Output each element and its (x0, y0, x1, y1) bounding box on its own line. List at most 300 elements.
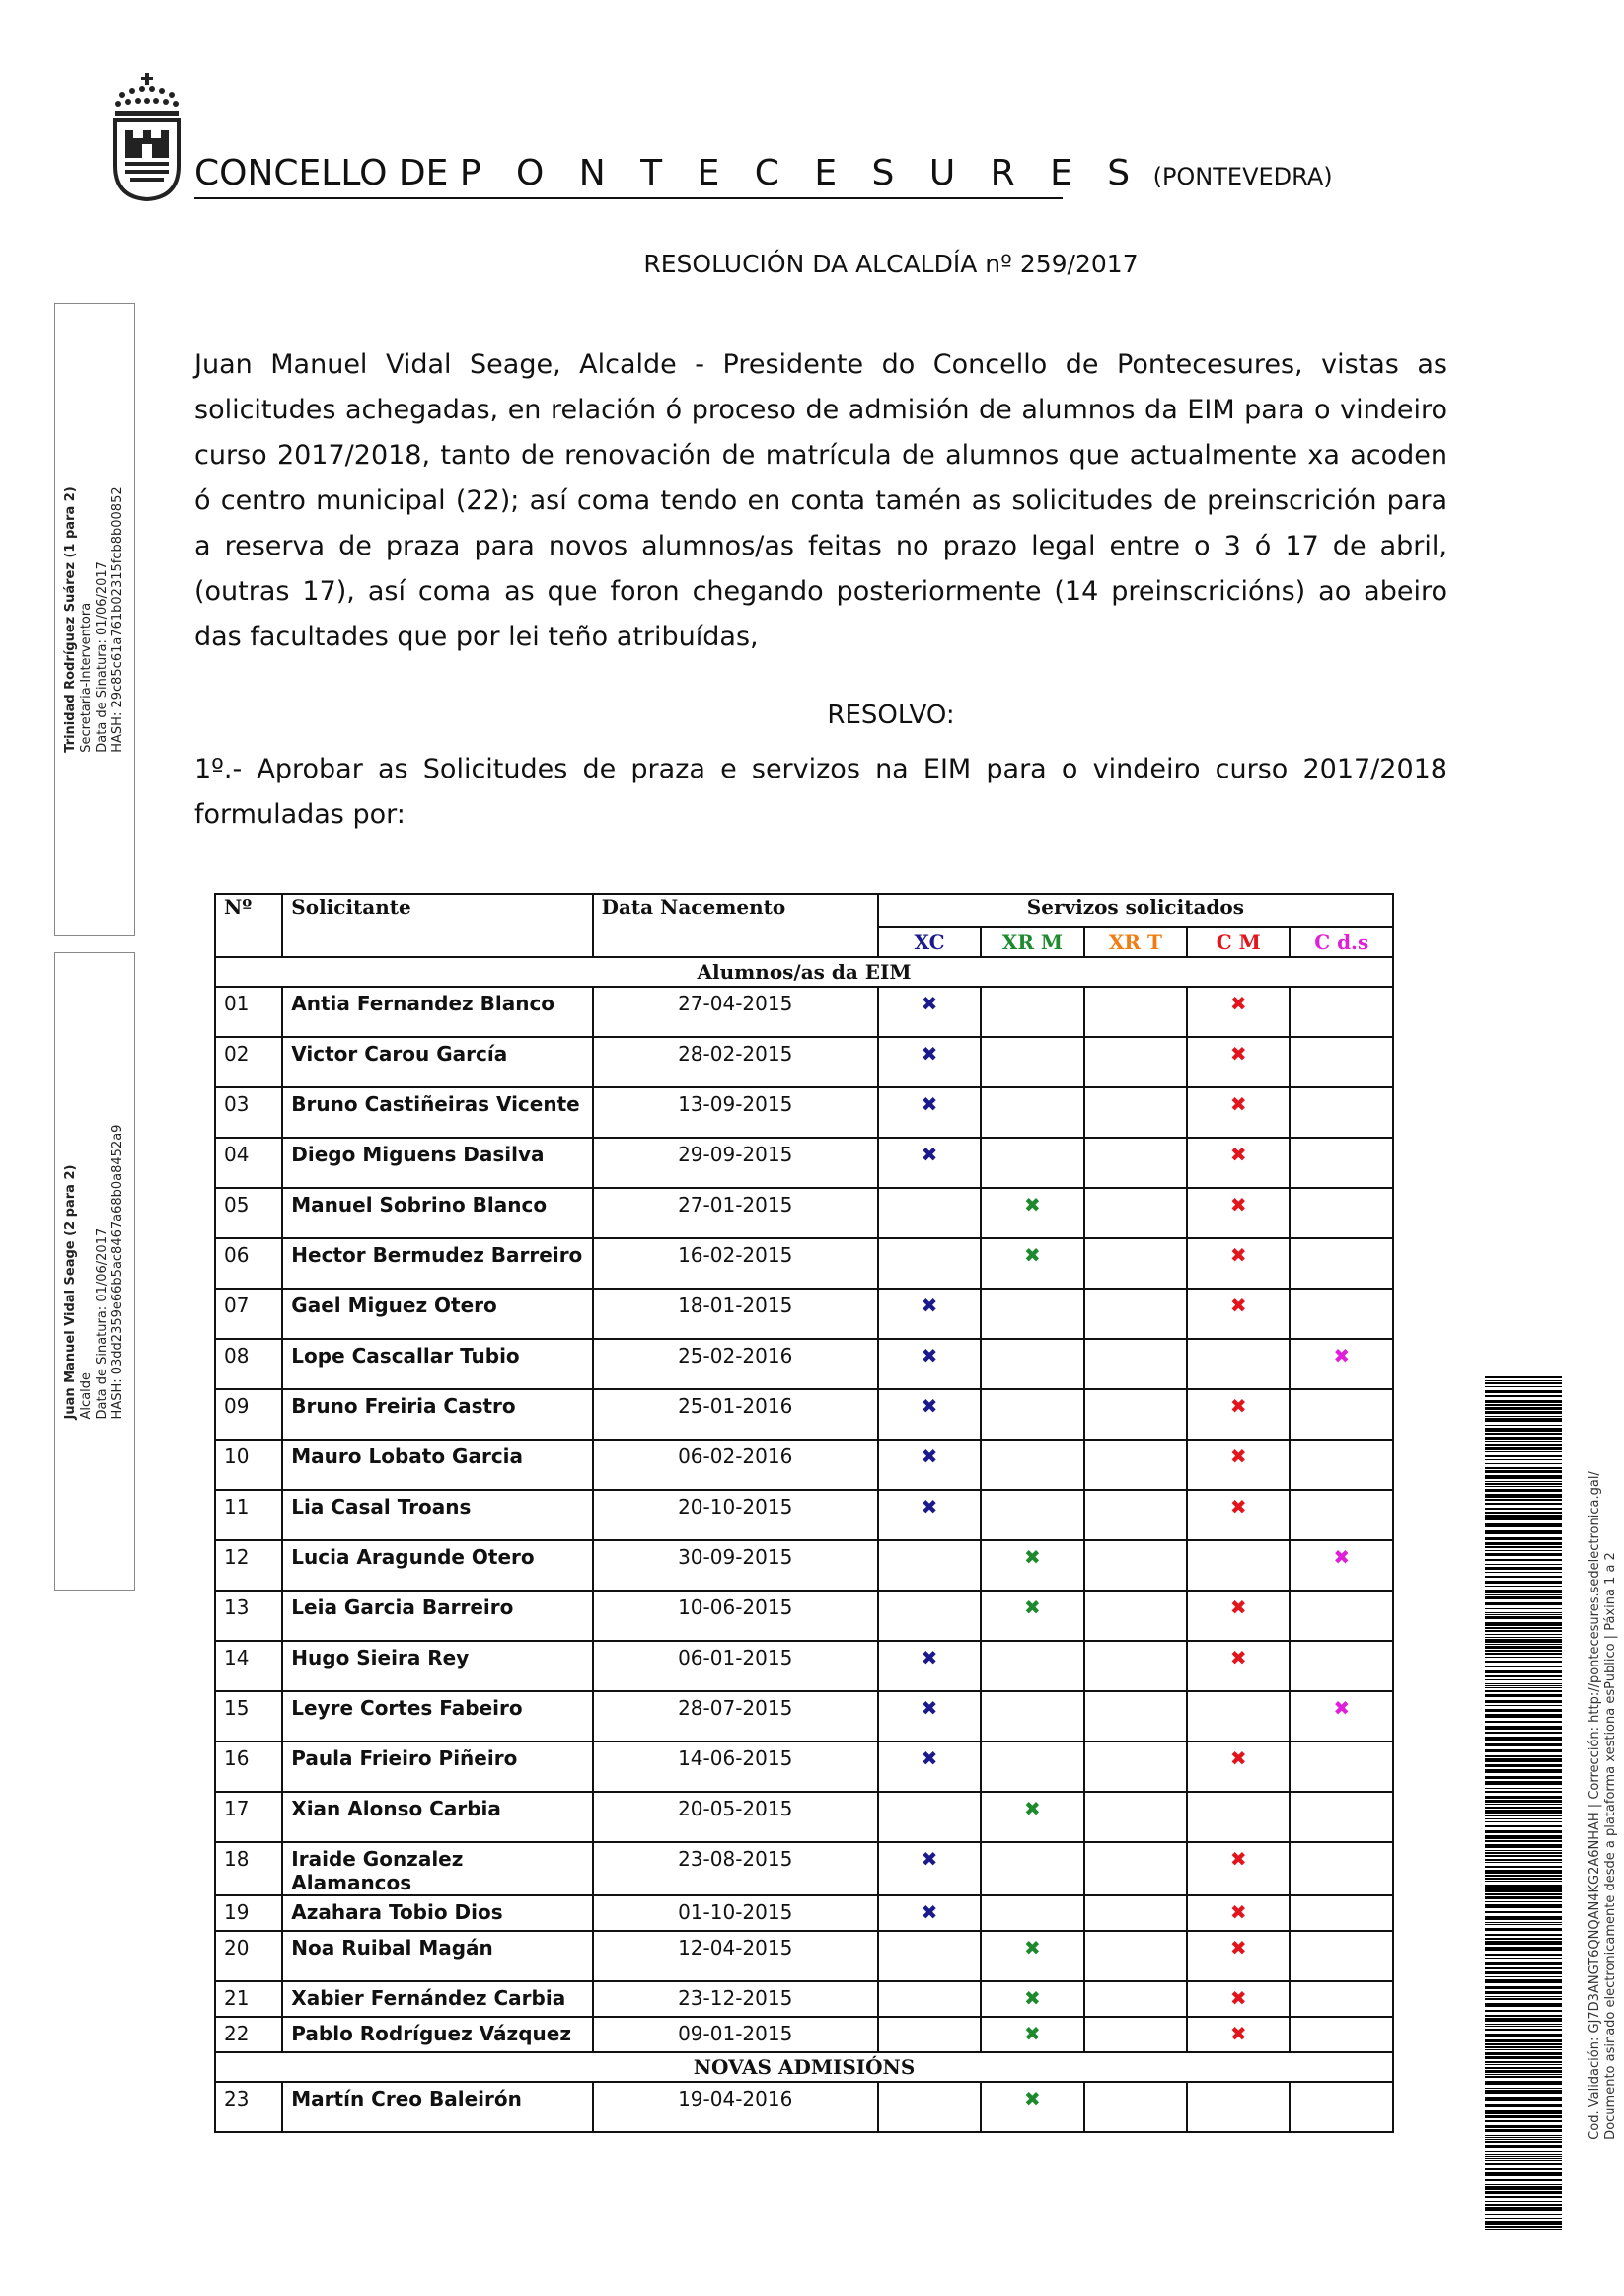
service-cell-cm (1187, 1339, 1290, 1389)
service-mark-xc: ✖ (921, 1900, 938, 1924)
barcode-bar (1485, 1441, 1562, 1442)
section-new-row (215, 2052, 1393, 2082)
service-cell-xrm (981, 1931, 1083, 1981)
service-cell-cd (1290, 1440, 1393, 1490)
table-row (215, 1037, 1393, 1087)
service-cell-xrt (1084, 1895, 1187, 1931)
barcode-bar (1485, 2018, 1562, 2022)
barcode-bar (1485, 1523, 1562, 1527)
service-cell-cd (1290, 1138, 1393, 1188)
barcode-bar (1485, 2221, 1562, 2225)
service-cell-xrm (981, 1641, 1083, 1691)
service-mark-xc: ✖ (921, 992, 938, 1015)
barcode-bar (1485, 1705, 1562, 1706)
service-cell-cd (1290, 1540, 1393, 1591)
barcode-bar (1485, 2218, 1562, 2219)
row-date: 23-08-2015 (593, 1842, 878, 1895)
barcode-bar (1485, 2179, 1562, 2181)
barcode-bar (1485, 2015, 1562, 2017)
barcode-bar (1485, 2207, 1562, 2211)
barcode-bar (1485, 1941, 1562, 1945)
barcode-bar (1485, 1447, 1562, 1450)
barcode-bar (1485, 2135, 1562, 2136)
signature-2-date: Data de Sinatura: 01/06/2017 (95, 1227, 110, 1419)
service-mark-xc: ✖ (921, 1646, 938, 1669)
point-one: 1º.- Aprobar as Solicitudes de praza e servizos na EIM para o vindeiro curso 2017/2018 formuladas por: (194, 754, 1447, 830)
service-cell-xrm (981, 1540, 1083, 1591)
service-cell-cm (1187, 1389, 1290, 1440)
row-num: 13 (215, 1591, 282, 1641)
service-cell-cd (1290, 1792, 1393, 1842)
row-name: Pablo Rodríguez Vázquez (282, 2017, 592, 2052)
barcode-bar (1485, 1418, 1562, 1422)
barcode-bar (1485, 1644, 1562, 1645)
row-num: 19 (215, 1895, 282, 1931)
service-cell-cm (1187, 1037, 1290, 1087)
service-cell-cd (1290, 1188, 1393, 1238)
service-cell-xrm (981, 1591, 1083, 1641)
row-name: Victor Carou García (282, 1037, 592, 1087)
service-mark-cm: ✖ (1229, 1243, 1247, 1267)
service-mark-xc: ✖ (921, 1394, 938, 1418)
barcode-bar (1485, 2204, 1562, 2206)
barcode-bar (1485, 1904, 1562, 1908)
service-cell-cd (1290, 2082, 1393, 2132)
row-num: 02 (215, 1037, 282, 1087)
barcode-bar (1485, 1709, 1562, 1712)
org-name: P O N T E C E S U R E S (459, 153, 1143, 193)
barcode-bar (1485, 2049, 1562, 2050)
service-cell-xc (878, 1540, 981, 1591)
service-mark-xrm: ✖ (1024, 2022, 1041, 2045)
barcode-bar (1485, 1901, 1562, 1902)
row-date: 01-10-2015 (593, 1895, 878, 1931)
barcode-bar (1485, 1486, 1562, 1487)
service-mark-xrm: ✖ (1024, 1595, 1041, 1619)
barcode-bar (1485, 1433, 1562, 1435)
service-cell-xc (878, 1087, 981, 1138)
barcode-bar (1485, 1530, 1562, 1534)
barcode-bar (1485, 1542, 1562, 1545)
service-cell-xrm (981, 1188, 1083, 1238)
service-cell-xc (878, 1691, 981, 1741)
barcode-bar (1485, 1934, 1562, 1936)
row-name: Mauro Lobato Garcia (282, 1440, 592, 1490)
service-cell-xc (878, 1490, 981, 1540)
barcode-bar (1485, 1687, 1562, 1688)
table-row (215, 1540, 1393, 1591)
barcode-bar (1485, 1657, 1562, 1658)
barcode-bar (1485, 1870, 1562, 1874)
service-cell-xrt (1084, 1931, 1187, 1981)
service-cell-xc (878, 2017, 981, 2052)
row-num: 09 (215, 1389, 282, 1440)
service-cell-xc (878, 1238, 981, 1289)
resolution-title: RESOLUCIÓN DA ALCALDÍA nº 259/2017 (643, 250, 1139, 278)
service-cell-cm (1187, 987, 1290, 1037)
barcode-bar (1485, 1416, 1562, 1417)
barcode-bar (1485, 2168, 1562, 2170)
service-cell-xrt (1084, 1389, 1187, 1440)
barcode-bar (1485, 1675, 1562, 1677)
service-cell-xrt (1084, 1981, 1187, 2017)
table-row (215, 1981, 1393, 2017)
barcode-bar (1485, 1840, 1562, 1842)
service-cell-xrm (981, 2017, 1083, 2052)
service-cell-xrt (1084, 1842, 1187, 1895)
service-cell-cm (1187, 1289, 1290, 1339)
signature-2-hash: HASH: 03dd2359e66b5ac8467a68b0a8452a9 (111, 1124, 125, 1419)
service-header-xc: XC (878, 927, 981, 957)
service-cell-xc (878, 1037, 981, 1087)
barcode-bar (1485, 1425, 1562, 1426)
service-cell-cm (1187, 1792, 1290, 1842)
service-cell-xrm (981, 1691, 1083, 1741)
service-cell-xrt (1084, 1591, 1187, 1641)
row-name: Azahara Tobio Dios (282, 1895, 592, 1931)
service-cell-cd (1290, 1931, 1393, 1981)
barcode-bar (1485, 2151, 1562, 2152)
barcode-bar (1485, 2115, 1562, 2118)
service-cell-cd (1290, 1741, 1393, 1792)
row-date: 29-09-2015 (593, 1138, 878, 1188)
barcode-bar (1485, 1537, 1562, 1540)
row-name: Hugo Sieira Rey (282, 1641, 592, 1691)
row-num: 15 (215, 1691, 282, 1741)
barcode-bar (1485, 2163, 1562, 2165)
table-row (215, 1087, 1393, 1138)
barcode-bar (1485, 1998, 1562, 2000)
row-num: 23 (215, 2082, 282, 2132)
service-mark-cm: ✖ (1229, 1900, 1247, 1924)
service-cell-xc (878, 1289, 981, 1339)
service-cell-xrt (1084, 1339, 1187, 1389)
service-cell-cm (1187, 1138, 1290, 1188)
barcode-bar (1485, 1821, 1562, 1822)
barcode-bar (1485, 1503, 1562, 1505)
table-row (215, 1895, 1393, 1931)
row-date: 23-12-2015 (593, 1981, 878, 2017)
barcode-bar (1485, 1564, 1562, 1565)
service-cell-cm (1187, 1490, 1290, 1540)
row-num: 22 (215, 2017, 282, 2052)
barcode-bar (1485, 1875, 1562, 1877)
service-header-cm: C M (1187, 927, 1290, 957)
barcode-bar (1485, 1758, 1562, 1762)
barcode-bar (1485, 1683, 1562, 1684)
service-mark-xc: ✖ (921, 1042, 938, 1066)
row-name: Paula Frieiro Piñeiro (282, 1741, 592, 1792)
service-cell-xrm (981, 1981, 1083, 2017)
row-date: 20-10-2015 (593, 1490, 878, 1540)
barcode-bar (1485, 1382, 1562, 1384)
row-date: 25-02-2016 (593, 1339, 878, 1389)
barcode-bar (1485, 1878, 1562, 1880)
service-cell-cm (1187, 1691, 1290, 1741)
service-cell-cd (1290, 1238, 1393, 1289)
barcode-bar (1485, 1572, 1562, 1573)
row-name: Bruno Castiñeiras Vicente (282, 1087, 592, 1138)
header-date: Data Nacemento (593, 894, 878, 957)
barcode-bar (1485, 1788, 1562, 1789)
table-row (215, 1238, 1393, 1289)
service-cell-cd (1290, 1981, 1393, 2017)
barcode-bar (1485, 2046, 1562, 2048)
barcode-bar (1485, 1608, 1562, 1609)
barcode-bar (1485, 1685, 1562, 1686)
barcode-bar (1485, 1979, 1562, 1983)
service-cell-xrm (981, 1741, 1083, 1792)
row-num: 11 (215, 1490, 282, 1540)
barcode-bar (1485, 1737, 1562, 1741)
row-name: Bruno Freiria Castro (282, 1389, 592, 1440)
barcode-bar (1485, 2110, 1562, 2111)
row-num: 17 (215, 1792, 282, 1842)
service-cell-xc (878, 1931, 981, 1981)
service-cell-cd (1290, 987, 1393, 1037)
barcode-bar (1485, 1958, 1562, 1959)
service-cell-cm (1187, 1842, 1290, 1895)
row-name: Diego Miguens Dasilva (282, 1138, 592, 1188)
barcode-bar (1485, 1612, 1562, 1613)
service-cell-xc (878, 1741, 981, 1792)
barcode-bar (1485, 1700, 1562, 1703)
row-num: 03 (215, 1087, 282, 1138)
service-mark-xc: ✖ (921, 1495, 938, 1518)
section-eim-row (215, 957, 1393, 987)
barcode-bar (1485, 1835, 1562, 1839)
table-row (215, 1339, 1393, 1389)
service-cell-cm (1187, 1087, 1290, 1138)
barcode-bar (1485, 2201, 1562, 2202)
service-header-xrm: XR M (981, 927, 1083, 957)
service-cell-cm (1187, 2082, 1290, 2132)
barcode-bar (1485, 1404, 1562, 1406)
service-cell-xrt (1084, 1289, 1187, 1339)
service-mark-xrm: ✖ (1024, 2087, 1041, 2111)
service-cell-cm (1187, 1895, 1290, 1931)
row-name: Iraide Gonzalez Alamancos (282, 1842, 592, 1895)
table-row (215, 1792, 1393, 1842)
service-mark-xc: ✖ (921, 1746, 938, 1770)
service-cell-xrt (1084, 1691, 1187, 1741)
barcode-bar (1485, 1769, 1562, 1773)
service-cell-xrt (1084, 1188, 1187, 1238)
barcode-bar (1485, 2024, 1562, 2025)
validation-text (1587, 1471, 1619, 2140)
service-mark-cm: ✖ (1229, 1444, 1247, 1468)
row-name: Lope Cascallar Tubio (282, 1339, 592, 1389)
row-name: Martín Creo Baleirón (282, 2082, 592, 2132)
barcode-bar (1485, 1743, 1562, 1746)
row-date: 16-02-2015 (593, 1238, 878, 1289)
barcode-bar (1485, 1455, 1562, 1457)
service-mark-xc: ✖ (921, 1444, 938, 1468)
service-cell-xrt (1084, 1238, 1187, 1289)
barcode-bar (1485, 2056, 1562, 2059)
barcode-bar (1485, 1670, 1562, 1673)
barcode-bar (1485, 2160, 1562, 2161)
signature-1-text (63, 486, 126, 753)
service-cell-xc (878, 1440, 981, 1490)
service-cell-cd (1290, 1087, 1393, 1138)
service-mark-cm: ✖ (1229, 1042, 1247, 1066)
row-name: Gael Miguez Otero (282, 1289, 592, 1339)
barcode-bar (1485, 2064, 1562, 2065)
barcode-bar (1485, 1639, 1562, 1643)
row-name: Manuel Sobrino Blanco (282, 1188, 592, 1238)
barcode-bar (1485, 2076, 1562, 2078)
table-row (215, 1691, 1393, 1741)
service-cell-xc (878, 1591, 981, 1641)
barcode-bar (1485, 1825, 1562, 1827)
barcode-bar (1485, 1721, 1562, 1723)
service-cell-xrt (1084, 2017, 1187, 2052)
barcode-bar (1485, 1630, 1562, 1632)
service-mark-xc: ✖ (921, 1344, 938, 1368)
barcode-bar (1485, 1749, 1562, 1752)
barcode-bar (1485, 1755, 1562, 1757)
barcode-bar (1485, 2010, 1562, 2012)
row-date: 19-04-2016 (593, 2082, 878, 2132)
barcode-bar (1485, 2061, 1562, 2063)
barcode-bar (1485, 1764, 1562, 1767)
service-cell-xrm (981, 1895, 1083, 1931)
barcode-bar (1485, 1815, 1562, 1816)
barcode-bar (1485, 2070, 1562, 2073)
service-mark-cm: ✖ (1229, 1495, 1247, 1518)
barcode-bar (1485, 1781, 1562, 1785)
service-mark-cm: ✖ (1229, 1092, 1247, 1116)
barcode-bar (1485, 1581, 1562, 1584)
barcode-bar (1485, 1400, 1562, 1403)
barcode-bar (1485, 1862, 1562, 1863)
barcode-bar (1485, 2088, 1562, 2089)
service-cell-xc (878, 1981, 981, 2017)
service-cell-cd (1290, 1691, 1393, 1741)
barcode-bar (1485, 1489, 1562, 1492)
service-cell-xrm (981, 1289, 1083, 1339)
service-cell-xrm (981, 1037, 1083, 1087)
barcode-bar (1485, 2196, 1562, 2198)
barcode-bar (1485, 1594, 1562, 1595)
service-cell-xrm (981, 2082, 1083, 2132)
barcode-bar (1485, 2034, 1562, 2037)
barcode-bar (1485, 1807, 1562, 1809)
service-cell-cm (1187, 1540, 1290, 1591)
row-date: 10-06-2015 (593, 1591, 878, 1641)
validation-barcode (1485, 1376, 1562, 2235)
service-mark-xc: ✖ (921, 1294, 938, 1317)
barcode-bar (1485, 1776, 1562, 1779)
row-name: Noa Ruibal Magán (282, 1931, 592, 1981)
barcode-bar (1485, 2158, 1562, 2159)
barcode-bar (1485, 1732, 1562, 1734)
service-mark-xrm: ✖ (1024, 1936, 1041, 1960)
service-mark-cm: ✖ (1229, 1595, 1247, 1619)
barcode-bar (1485, 2214, 1562, 2215)
service-mark-cm: ✖ (1229, 1394, 1247, 1418)
barcode-bar (1485, 1666, 1562, 1667)
barcode-bar (1485, 1896, 1562, 1899)
barcode-bar (1485, 1859, 1562, 1861)
barcode-bar (1485, 1451, 1562, 1452)
service-cell-xrt (1084, 1540, 1187, 1591)
barcode-bar (1485, 1459, 1562, 1460)
barcode-bar (1485, 1967, 1562, 1969)
service-header-xrt: XR T (1084, 927, 1187, 957)
barcode-bar (1485, 1444, 1562, 1446)
service-mark-cm: ✖ (1229, 2022, 1247, 2045)
barcode-bar (1485, 1550, 1562, 1551)
service-cell-cm (1187, 1238, 1290, 1289)
table-row (215, 1741, 1393, 1792)
barcode-bar (1485, 1407, 1562, 1410)
barcode-bar (1485, 2052, 1562, 2055)
service-cell-xc (878, 1641, 981, 1691)
barcode-bar (1485, 1470, 1562, 1473)
barcode-bar (1485, 2120, 1562, 2122)
barcode-bar (1485, 1395, 1562, 1397)
row-date: 28-07-2015 (593, 1691, 878, 1741)
service-cell-xc (878, 1188, 981, 1238)
service-mark-cd: ✖ (1333, 1696, 1351, 1720)
row-num: 04 (215, 1138, 282, 1188)
service-cell-xrt (1084, 987, 1187, 1037)
org-province: (PONTEVEDRA) (1152, 163, 1333, 190)
barcode-bar (1485, 1653, 1562, 1655)
table-header-row (215, 894, 1393, 927)
barcode-bar (1485, 1818, 1562, 1819)
service-mark-xrm: ✖ (1024, 1545, 1041, 1569)
row-date: 06-01-2015 (593, 1641, 878, 1691)
service-mark-cm: ✖ (1229, 992, 1247, 1015)
service-cell-xc (878, 1339, 981, 1389)
barcode-bar (1485, 1800, 1562, 1803)
barcode-bar (1485, 1796, 1562, 1799)
row-num: 10 (215, 1440, 282, 1490)
row-num: 07 (215, 1289, 282, 1339)
header-num: Nº (215, 894, 282, 957)
barcode-bar (1485, 1646, 1562, 1649)
barcode-bar (1485, 2003, 1562, 2007)
barcode-bar (1485, 1390, 1562, 1393)
row-date: 06-02-2016 (593, 1440, 878, 1490)
barcode-bar (1485, 1518, 1562, 1520)
table-row (215, 1440, 1393, 1490)
service-cell-xrt (1084, 1037, 1187, 1087)
barcode-bar (1485, 1553, 1562, 1556)
signature-1-name: Trinidad Rodríguez Suárez (1 para 2) (63, 486, 78, 753)
row-date: 25-01-2016 (593, 1389, 878, 1440)
row-date: 28-02-2015 (593, 1037, 878, 1087)
barcode-bar (1485, 1928, 1562, 1931)
barcode-bar (1485, 2029, 1562, 2031)
table-row (215, 1389, 1393, 1440)
service-cell-cm (1187, 1741, 1290, 1792)
table-row (215, 2082, 1393, 2132)
service-mark-xrm: ✖ (1024, 1797, 1041, 1820)
service-cell-cd (1290, 1591, 1393, 1641)
service-mark-cd: ✖ (1333, 1344, 1351, 1368)
row-name: Antia Fernandez Blanco (282, 987, 592, 1037)
barcode-bar (1485, 1976, 1562, 1977)
barcode-bar (1485, 1428, 1562, 1432)
table-row (215, 1842, 1393, 1895)
service-mark-cm: ✖ (1229, 1143, 1247, 1166)
barcode-bar (1485, 1376, 1562, 1378)
barcode-bar (1485, 2156, 1562, 2157)
